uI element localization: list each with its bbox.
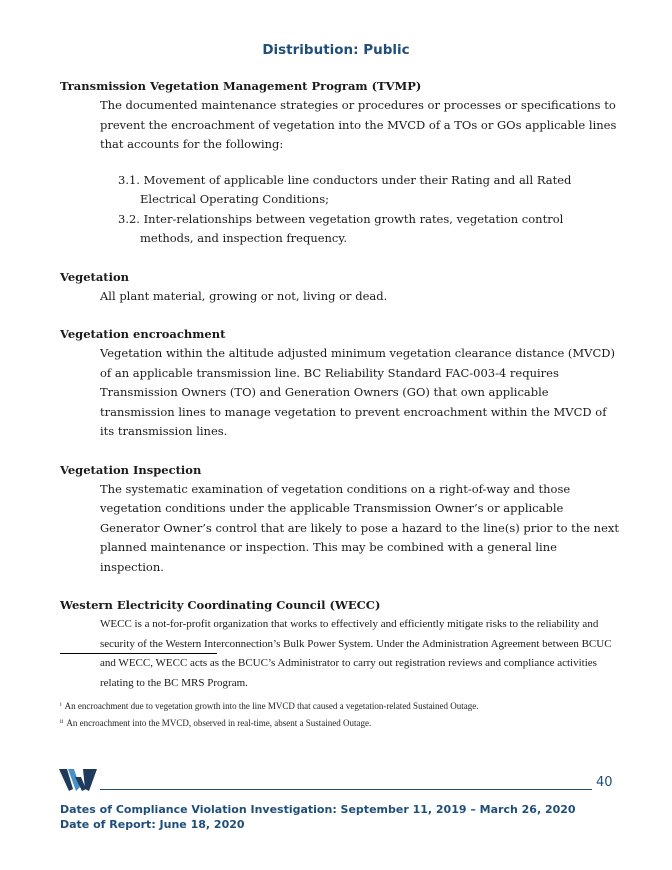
term-vegetation: Vegetation bbox=[60, 269, 130, 284]
list-item-number: 3.1. bbox=[118, 172, 140, 187]
list-item-text: Inter-relationships between vegetation growth rates, vegetation control methods, and inspection frequency. bbox=[140, 211, 564, 245]
footnote bbox=[60, 714, 640, 731]
list-item bbox=[60, 210, 620, 249]
list-item bbox=[60, 171, 620, 210]
footnote-divider bbox=[60, 653, 217, 654]
definition-vegetation: All plant material, growing or not, living or dead. bbox=[100, 288, 388, 303]
report-date: Date of Report: June 18, 2020 bbox=[60, 817, 245, 831]
footnote-mark: i bbox=[60, 702, 62, 708]
footnote-text: An encroachment due to vegetation growth into the line MVCD that caused a vegetation-related Sustained Outage. bbox=[64, 701, 479, 711]
term-vegetation-encroachment: Vegetation encroachment bbox=[60, 327, 226, 341]
list-item-number: 3.2. bbox=[118, 211, 140, 226]
footnote-mark: ii bbox=[60, 719, 64, 725]
term-wecc: Western Electricity Coordinating Council (WECC) bbox=[60, 598, 381, 612]
wecc-logo-icon bbox=[59, 767, 97, 793]
definitions-section bbox=[60, 76, 620, 693]
definition-tvmp: The documented maintenance strategies or procedures or processes or specifications to prevent the encroachment of vegetation into the MVCD of a TOs or GOs applicable lines that accounts for the following: bbox=[100, 98, 617, 151]
page-number: 40 bbox=[596, 775, 613, 790]
footer-dates bbox=[60, 803, 576, 832]
list-item-text: Movement of applicable line conductors under their Rating and all Rated Electrical Operating Conditions; bbox=[140, 172, 572, 206]
footnotes bbox=[60, 697, 640, 731]
investigation-dates: Dates of Compliance Violation Investigation: September 11, 2019 – March 26, 2020 bbox=[60, 803, 576, 816]
definition-vegetation-inspection: The systematic examination of vegetation conditions on a right-of-way and those vegetation conditions under the applicable Transmission Owner’s or applicable Generator Owner’s control that are likely to pose a hazard to the line(s) prior to the next planned maintenance or inspection. This may be combined with a general line inspection. bbox=[100, 481, 619, 574]
footnote bbox=[60, 697, 640, 714]
footnote-text: An encroachment into the MVCD, observed in real-time, absent a Sustained Outage. bbox=[66, 718, 372, 728]
term-vegetation-inspection: Vegetation Inspection bbox=[60, 462, 202, 477]
footer-divider bbox=[100, 789, 592, 790]
definition-wecc: WECC is a not-for-profit organization that works to effectively and efficiently mitigate risks to the reliability and security of the Western Interconnection’s Bulk Power System. Under the Administration Agreement between BCUC and WECC, WECC acts as the BCUC’s Administrator to carry out registration reviews and compliance activities relating to the BC MRS Program. bbox=[100, 618, 612, 689]
term-tvmp: Transmission Vegetation Management Program (TVMP) bbox=[60, 79, 422, 93]
definition-vegetation-encroachment: Vegetation within the altitude adjusted minimum vegetation clearance distance (MVCD) of an applicable transmission line. BC Reliability Standard FAC-003-4 requires Transmission Owners (TO) and Generation Owners (GO) that own applicable transmission lines to manage vegetation to prevent encroachment within the MVCD of its transmission lines. bbox=[100, 346, 615, 438]
distribution-header: Distribution: Public bbox=[262, 42, 410, 58]
